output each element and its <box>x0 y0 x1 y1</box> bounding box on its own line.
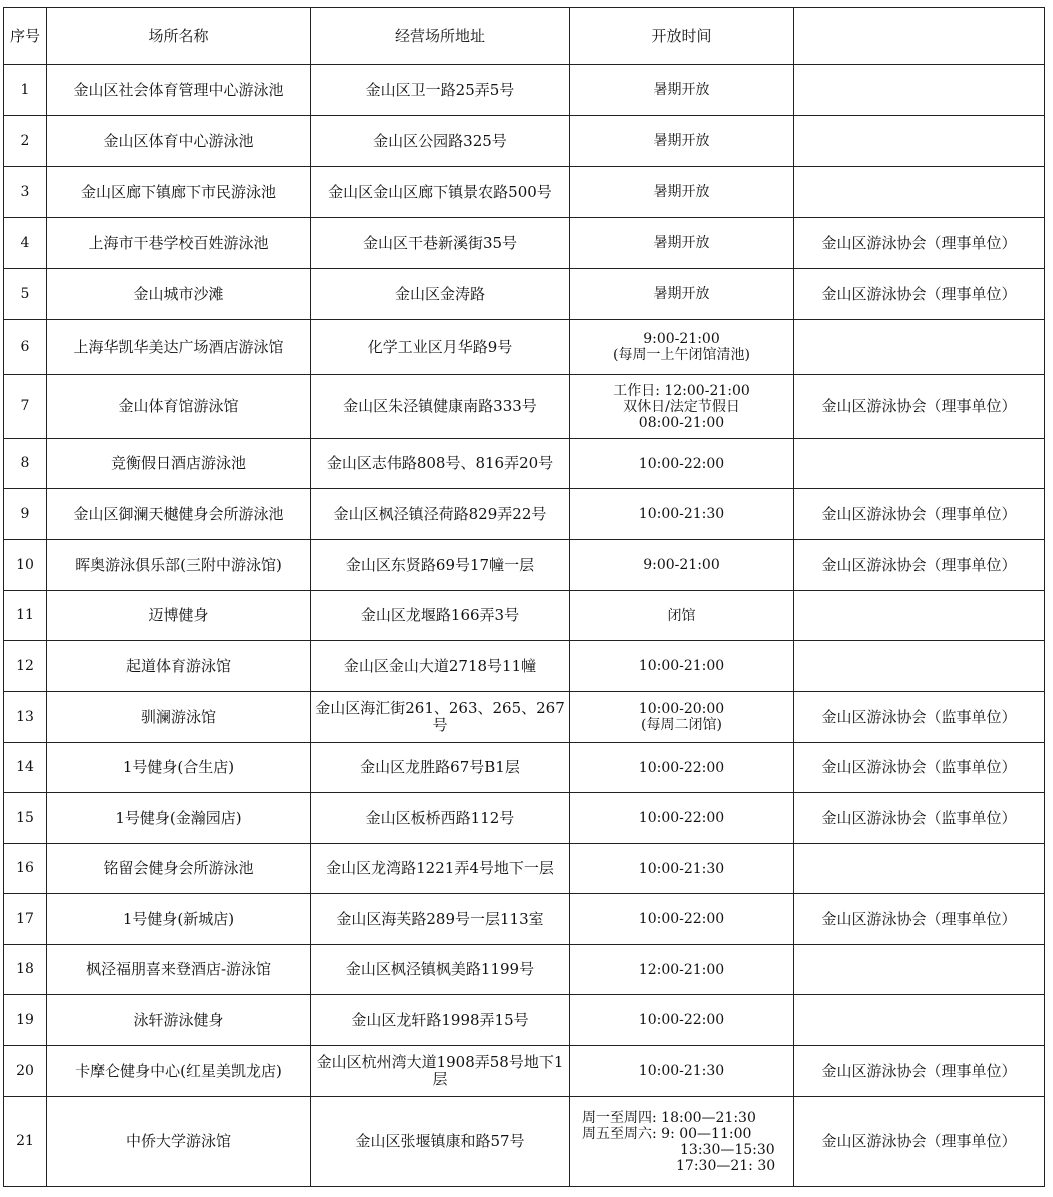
opening-hours <box>570 793 794 844</box>
venue-name: 上海华凯华美达广场酒店游泳馆 <box>47 320 311 375</box>
opening-hours-line: 周五至周六: 9: 00—11:00 <box>582 1125 752 1142</box>
table-row <box>4 218 1045 269</box>
venue-address: 金山区枫泾镇枫美路1199号 <box>311 945 570 995</box>
association-note: 金山区游泳协会（理事单位） <box>794 1097 1045 1187</box>
opening-hours <box>570 116 794 167</box>
row-number: 11 <box>4 591 47 641</box>
row-number: 18 <box>4 945 47 995</box>
venue-address: 金山区杭州湾大道1908弄58号地下1层 <box>311 1046 570 1097</box>
header-no: 序号 <box>4 8 47 65</box>
opening-hours <box>570 375 794 439</box>
venue-name: 起道体育游泳馆 <box>47 641 311 692</box>
opening-hours-line: 10:00-21:00 <box>638 658 725 674</box>
venue-name: 晖奥游泳俱乐部(三附中游泳馆) <box>47 540 311 591</box>
table-row <box>4 320 1045 375</box>
venue-name: 金山体育馆游泳馆 <box>47 375 311 439</box>
opening-hours <box>570 692 794 743</box>
venue-name: 驯澜游泳馆 <box>47 692 311 743</box>
opening-hours-line: 10:00-22:00 <box>638 759 725 776</box>
venue-name: 铭留会健身会所游泳池 <box>47 844 311 894</box>
row-number: 16 <box>4 844 47 894</box>
row-number: 17 <box>4 894 47 945</box>
opening-hours <box>570 1097 794 1187</box>
venue-name: 泳轩游泳健身 <box>47 995 311 1046</box>
association-note: 金山区游泳协会（理事单位） <box>794 540 1045 591</box>
association-note <box>794 439 1045 489</box>
opening-hours-line: 17:30—21: 30 <box>676 1157 776 1174</box>
venue-address: 金山区板桥西路112号 <box>311 793 570 844</box>
venue-name: 金山区廊下镇廊下市民游泳池 <box>47 167 311 218</box>
association-note: 金山区游泳协会（理事单位） <box>794 218 1045 269</box>
opening-hours-line: 12:00-21:00 <box>638 961 725 978</box>
table-row <box>4 995 1045 1046</box>
row-number: 14 <box>4 743 47 793</box>
table-row <box>4 1046 1045 1097</box>
row-number: 20 <box>4 1046 47 1097</box>
association-note: 金山区游泳协会（理事单位） <box>794 894 1045 945</box>
venue-address: 金山区海汇街261、263、265、267号 <box>311 692 570 743</box>
table-row <box>4 894 1045 945</box>
venue-name: 竞衡假日酒店游泳池 <box>47 439 311 489</box>
venue-name: 1号健身(金瀚园店) <box>47 793 311 844</box>
table-row <box>4 540 1045 591</box>
opening-hours <box>570 218 794 269</box>
venue-table <box>3 7 1045 1187</box>
opening-hours <box>570 269 794 320</box>
venue-address: 化学工业区月华路9号 <box>311 320 570 375</box>
association-note: 金山区游泳协会（理事单位） <box>794 489 1045 540</box>
venue-address: 金山区龙轩路1998弄15号 <box>311 995 570 1046</box>
opening-hours <box>570 320 794 375</box>
association-note <box>794 116 1045 167</box>
table-row <box>4 793 1045 844</box>
opening-hours <box>570 945 794 995</box>
header-row <box>4 8 1045 65</box>
opening-hours <box>570 1046 794 1097</box>
row-number: 13 <box>4 692 47 743</box>
venue-name: 上海市干巷学校百姓游泳池 <box>47 218 311 269</box>
opening-hours-line: 10:00-22:00 <box>638 1012 725 1028</box>
opening-hours-line: 暑期开放 <box>653 184 710 200</box>
association-note <box>794 65 1045 116</box>
opening-hours-line: 10:00-22:00 <box>638 810 725 826</box>
venue-name: 1号健身(新城店) <box>47 894 311 945</box>
venue-name: 金山区社会体育管理中心游泳池 <box>47 65 311 116</box>
venue-address: 金山区海芙路289号一层113室 <box>311 894 570 945</box>
opening-hours <box>570 65 794 116</box>
venue-address: 金山区志伟路808号、816弄20号 <box>311 439 570 489</box>
opening-hours <box>570 167 794 218</box>
association-note <box>794 167 1045 218</box>
venue-address: 金山区张堰镇康和路57号 <box>311 1097 570 1187</box>
table-row <box>4 65 1045 116</box>
venue-address: 金山区枫泾镇泾荷路829弄22号 <box>311 489 570 540</box>
venue-name: 金山城市沙滩 <box>47 269 311 320</box>
opening-hours-line: 9:00-21:00 <box>643 331 720 347</box>
opening-hours <box>570 540 794 591</box>
opening-hours-line: 暑期开放 <box>653 286 710 302</box>
table-row <box>4 945 1045 995</box>
venue-address: 金山区公园路325号 <box>311 116 570 167</box>
table-row <box>4 489 1045 540</box>
opening-hours-line: 10:00-20:00 <box>638 701 725 717</box>
opening-hours-line: 08:00-21:00 <box>638 414 725 431</box>
row-number: 6 <box>4 320 47 375</box>
opening-hours-line: 10:00-21:30 <box>638 1063 725 1079</box>
header-hours: 开放时间 <box>570 8 794 65</box>
opening-hours <box>570 641 794 692</box>
row-number: 12 <box>4 641 47 692</box>
association-note: 金山区游泳协会（理事单位） <box>794 375 1045 439</box>
table-row <box>4 269 1045 320</box>
venue-address: 金山区金涛路 <box>311 269 570 320</box>
venue-name: 迈博健身 <box>47 591 311 641</box>
opening-hours-line: (每周一上午闭馆清池) <box>613 347 750 363</box>
association-note <box>794 320 1045 375</box>
header-address: 经营场所地址 <box>311 8 570 65</box>
opening-hours-line: 10:00-22:00 <box>638 911 725 927</box>
row-number: 8 <box>4 439 47 489</box>
association-note: 金山区游泳协会（监事单位） <box>794 793 1045 844</box>
association-note <box>794 945 1045 995</box>
venue-address: 金山区金山区廊下镇景农路500号 <box>311 167 570 218</box>
opening-hours-line: 9:00-21:00 <box>643 557 720 573</box>
row-number: 2 <box>4 116 47 167</box>
venue-name: 卡摩仑健身中心(红星美凯龙店) <box>47 1046 311 1097</box>
venue-address: 金山区龙堰路166弄3号 <box>311 591 570 641</box>
association-note: 金山区游泳协会（理事单位） <box>794 269 1045 320</box>
venue-address: 金山区卫一路25弄5号 <box>311 65 570 116</box>
table-row <box>4 641 1045 692</box>
venue-name: 金山区体育中心游泳池 <box>47 116 311 167</box>
association-note: 金山区游泳协会（监事单位） <box>794 692 1045 743</box>
row-number: 4 <box>4 218 47 269</box>
header-note <box>794 8 1045 65</box>
row-number: 15 <box>4 793 47 844</box>
table-row <box>4 1097 1045 1187</box>
opening-hours-line: 10:00-22:00 <box>638 455 725 472</box>
row-number: 1 <box>4 65 47 116</box>
header-venue-name: 场所名称 <box>47 8 311 65</box>
venue-address: 金山区龙湾路1221弄4号地下一层 <box>311 844 570 894</box>
row-number: 19 <box>4 995 47 1046</box>
table-row <box>4 167 1045 218</box>
opening-hours-line: 暑期开放 <box>653 133 710 149</box>
opening-hours-line: 暑期开放 <box>653 82 710 98</box>
opening-hours-line: 双休日/法定节假日 <box>623 398 740 415</box>
table-body <box>4 8 1045 1187</box>
row-number: 21 <box>4 1097 47 1187</box>
row-number: 7 <box>4 375 47 439</box>
venue-address: 金山区龙胜路67号B1层 <box>311 743 570 793</box>
table-row <box>4 375 1045 439</box>
association-note <box>794 844 1045 894</box>
opening-hours-line: (每周二闭馆) <box>641 717 722 733</box>
venue-name: 金山区御澜天樾健身会所游泳池 <box>47 489 311 540</box>
venue-address: 金山区东贤路69号17幢一层 <box>311 540 570 591</box>
table-row <box>4 844 1045 894</box>
venue-address: 金山区朱泾镇健康南路333号 <box>311 375 570 439</box>
table-row <box>4 692 1045 743</box>
row-number: 9 <box>4 489 47 540</box>
opening-hours <box>570 489 794 540</box>
opening-hours <box>570 439 794 489</box>
table-row <box>4 743 1045 793</box>
table-row <box>4 591 1045 641</box>
association-note <box>794 591 1045 641</box>
venue-name: 枫泾福朋喜来登酒店-游泳馆 <box>47 945 311 995</box>
opening-hours-line: 13:30—15:30 <box>680 1141 775 1158</box>
opening-hours-line: 10:00-21:30 <box>638 860 725 877</box>
venue-address: 金山区金山大道2718号11幢 <box>311 641 570 692</box>
row-number: 3 <box>4 167 47 218</box>
association-note: 金山区游泳协会（理事单位） <box>794 1046 1045 1097</box>
venue-address: 金山区干巷新溪街35号 <box>311 218 570 269</box>
association-note: 金山区游泳协会（监事单位） <box>794 743 1045 793</box>
opening-hours <box>570 591 794 641</box>
association-note <box>794 641 1045 692</box>
table-row <box>4 116 1045 167</box>
opening-hours <box>570 844 794 894</box>
opening-hours-line: 闭馆 <box>667 607 696 624</box>
row-number: 10 <box>4 540 47 591</box>
row-number: 5 <box>4 269 47 320</box>
opening-hours-line: 周一至周四: 18:00—21:30 <box>582 1109 756 1126</box>
opening-hours-line: 工作日: 12:00-21:00 <box>613 382 750 399</box>
opening-hours <box>570 995 794 1046</box>
opening-hours <box>570 894 794 945</box>
opening-hours-line: 10:00-21:30 <box>638 506 725 522</box>
opening-hours-line: 暑期开放 <box>653 235 710 251</box>
venue-name: 中侨大学游泳馆 <box>47 1097 311 1187</box>
association-note <box>794 995 1045 1046</box>
table-row <box>4 439 1045 489</box>
opening-hours <box>570 743 794 793</box>
venue-name: 1号健身(合生店) <box>47 743 311 793</box>
